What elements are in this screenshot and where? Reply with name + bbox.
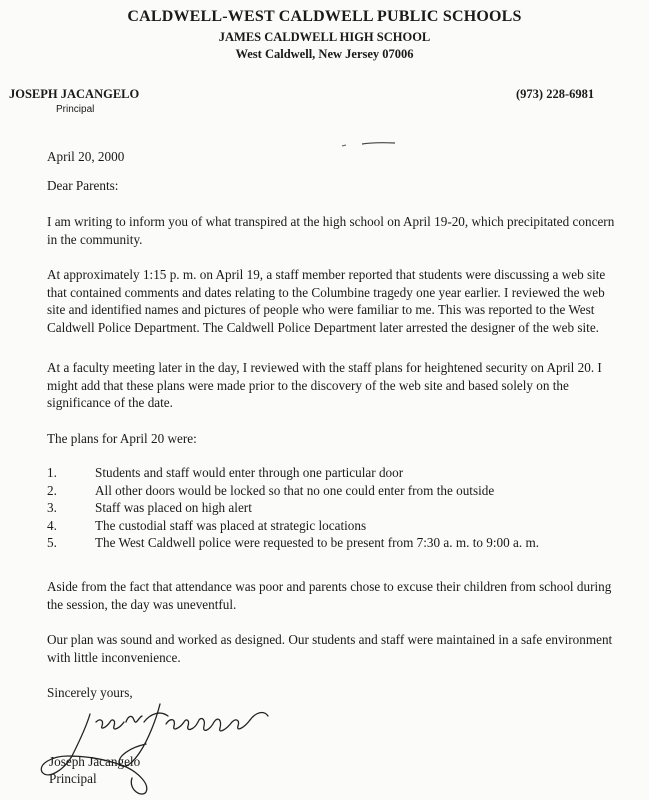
list-item xyxy=(47,464,622,482)
list-item xyxy=(47,517,622,535)
school-name: JAMES CALDWELL HIGH SCHOOL xyxy=(218,30,431,44)
paragraph: I am writing to inform you of what transpired at the high school on April 19-20, which precipitated concern in the community. xyxy=(47,214,615,247)
plans-list xyxy=(47,464,622,552)
sender-phone: (973) 228-6981 xyxy=(516,87,595,101)
school-address: West Caldwell, New Jersey 07006 xyxy=(235,47,414,61)
list-item-number: 4. xyxy=(47,517,57,533)
district-name: CALDWELL-WEST CALDWELL PUBLIC SCHOOLS xyxy=(127,8,522,25)
signer-title: Principal xyxy=(49,771,97,786)
list-item xyxy=(47,534,622,552)
list-item-text: Students and staff would enter through one particular door xyxy=(95,465,404,480)
list-item-text: Staff was placed on high alert xyxy=(95,500,252,515)
signer-name: Joseph Jacangelo xyxy=(49,754,141,769)
list-item-number: 1. xyxy=(47,465,57,480)
paragraph: At a faculty meeting later in the day, I reviewed with the staff plans for heightened security on April 20. I might add that these plans were made prior to the discovery of the web site and based solely on the significance of the date. xyxy=(47,360,602,410)
paragraph: At approximately 1:15 p. m. on April 19, a staff member reported that students were discussing a web site that contained comments and dates relating to the Columbine tragedy one year earlier. I reviewed the web site and identified names and pictures of people who were familiar to me. This was reported to the West Caldwell Police Department. The Caldwell Police Department later arrested the designer of the web site. xyxy=(47,267,606,335)
sender-title: Principal xyxy=(56,104,95,115)
letter-date: April 20, 2000 xyxy=(47,149,125,164)
list-item-number: 3. xyxy=(47,500,57,515)
sender-name: JOSEPH JACANGELO xyxy=(9,87,140,101)
list-item-number: 5. xyxy=(47,535,57,550)
closing: Sincerely yours, xyxy=(47,685,133,700)
paragraph: Aside from the fact that attendance was poor and parents chose to excuse their children from school during the session, the day was uneventful. xyxy=(47,579,612,612)
list-item-text: All other doors would be locked so that no one could enter from the outside xyxy=(95,482,495,498)
list-item xyxy=(47,499,622,517)
list-item-number: 2. xyxy=(47,482,57,498)
salutation: Dear Parents: xyxy=(47,178,119,193)
list-item-text: The West Caldwell police were requested to be present from 7:30 a. m. to 9:00 a. m. xyxy=(95,535,540,550)
paragraph: Our plan was sound and worked as designed. Our students and staff were maintained in a safe environment with little inconvenience. xyxy=(47,632,613,665)
list-item xyxy=(47,482,622,500)
list-item-text: The custodial staff was placed at strategic locations xyxy=(95,517,367,533)
plans-intro: The plans for April 20 were: xyxy=(47,431,197,446)
